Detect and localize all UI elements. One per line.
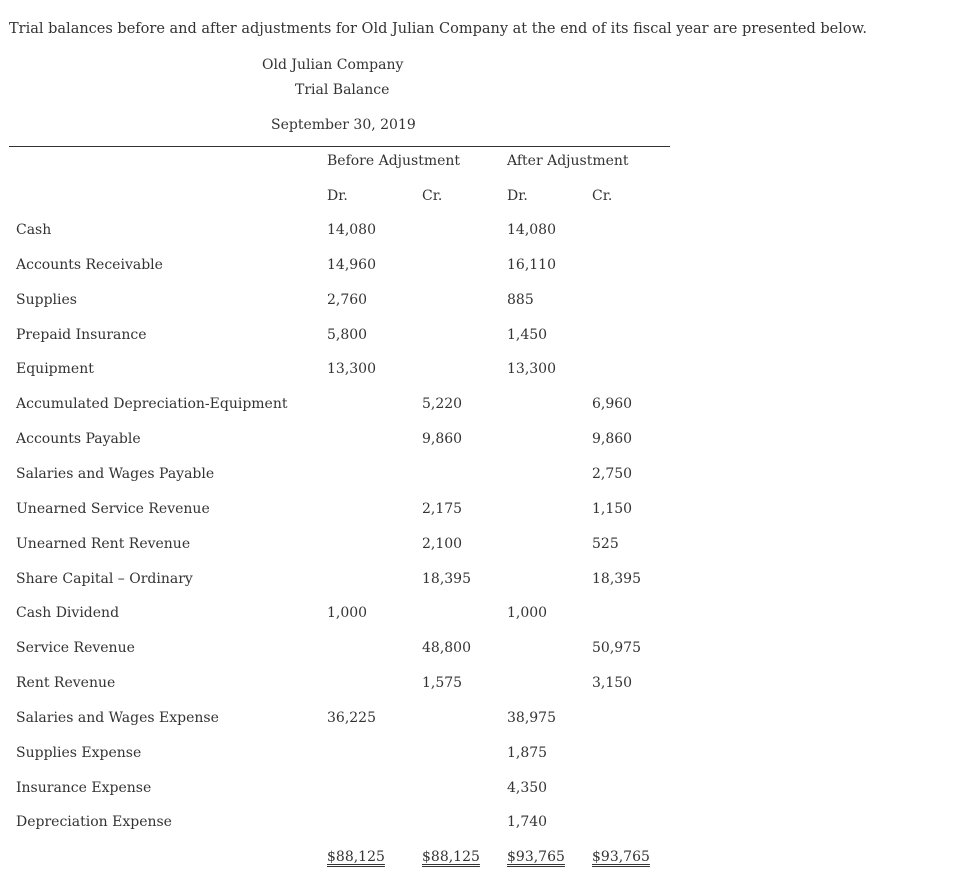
after-dr-header: Dr. [507, 188, 528, 204]
account-name: Insurance Expense [16, 780, 152, 796]
amount-b-cr: 5,220 [422, 396, 463, 412]
account-name: Accumulated Depreciation-Equipment [16, 396, 288, 412]
account-name: Accounts Receivable [16, 257, 163, 273]
amount-b-dr: 14,960 [327, 257, 376, 273]
account-name: Cash Dividend [16, 605, 120, 621]
after-adjustment-header: After Adjustment [507, 153, 629, 169]
amount-a-cr: 3,150 [592, 675, 633, 691]
amount-b-dr: 1,000 [327, 605, 368, 621]
amount-b-dr: 36,225 [327, 710, 376, 726]
report-date: September 30, 2019 [271, 117, 416, 133]
total-before-cr: $88,125 [422, 849, 480, 865]
intro-text: Trial balances before and after adjustments for Old Julian Company at the end of its fiscal year are presented below. [9, 21, 867, 37]
total-after-dr: $93,765 [507, 849, 565, 865]
before-dr-header: Dr. [327, 188, 348, 204]
amount-b-cr: 1,575 [422, 675, 463, 691]
amount-a-dr: 13,300 [507, 361, 556, 377]
amount-a-cr: 6,960 [592, 396, 633, 412]
amount-b-cr: 18,395 [422, 571, 471, 587]
account-name: Rent Revenue [16, 675, 116, 691]
account-name: Prepaid Insurance [16, 327, 147, 343]
account-name: Service Revenue [16, 640, 135, 656]
account-name: Share Capital – Ordinary [16, 571, 193, 587]
total-after-cr: $93,765 [592, 849, 650, 865]
amount-a-cr: 50,975 [592, 640, 641, 656]
amount-a-cr: 18,395 [592, 571, 641, 587]
amount-b-cr: 48,800 [422, 640, 471, 656]
amount-a-cr: 9,860 [592, 431, 633, 447]
amount-a-dr: 16,110 [507, 257, 556, 273]
account-name: Supplies [16, 292, 77, 308]
amount-a-dr: 38,975 [507, 710, 556, 726]
amount-a-cr: 1,150 [592, 501, 633, 517]
account-name: Salaries and Wages Expense [16, 710, 219, 726]
amount-a-dr: 14,080 [507, 222, 556, 238]
report-title: Trial Balance [295, 82, 390, 98]
account-name: Unearned Rent Revenue [16, 536, 191, 552]
before-adjustment-header: Before Adjustment [327, 153, 461, 169]
header-rule [9, 146, 670, 147]
account-name: Supplies Expense [16, 745, 142, 761]
amount-a-dr: 1,450 [507, 327, 548, 343]
amount-b-dr: 2,760 [327, 292, 368, 308]
account-name: Depreciation Expense [16, 814, 172, 830]
amount-b-cr: 9,860 [422, 431, 463, 447]
total-before-dr: $88,125 [327, 849, 385, 865]
amount-a-dr: 4,350 [507, 780, 548, 796]
amount-a-dr: 885 [507, 292, 534, 308]
after-cr-header: Cr. [592, 188, 613, 204]
amount-b-cr: 2,100 [422, 536, 463, 552]
company-name: Old Julian Company [262, 57, 404, 73]
amount-b-dr: 13,300 [327, 361, 376, 377]
amount-a-dr: 1,875 [507, 745, 548, 761]
amount-a-dr: 1,740 [507, 814, 548, 830]
account-name: Cash [16, 222, 52, 238]
amount-b-cr: 2,175 [422, 501, 463, 517]
amount-a-cr: 525 [592, 536, 619, 552]
account-name: Equipment [16, 361, 94, 377]
account-name: Salaries and Wages Payable [16, 466, 215, 482]
amount-b-dr: 14,080 [327, 222, 376, 238]
before-cr-header: Cr. [422, 188, 443, 204]
amount-b-dr: 5,800 [327, 327, 368, 343]
account-name: Accounts Payable [16, 431, 141, 447]
amount-a-cr: 2,750 [592, 466, 633, 482]
amount-a-dr: 1,000 [507, 605, 548, 621]
account-name: Unearned Service Revenue [16, 501, 210, 517]
